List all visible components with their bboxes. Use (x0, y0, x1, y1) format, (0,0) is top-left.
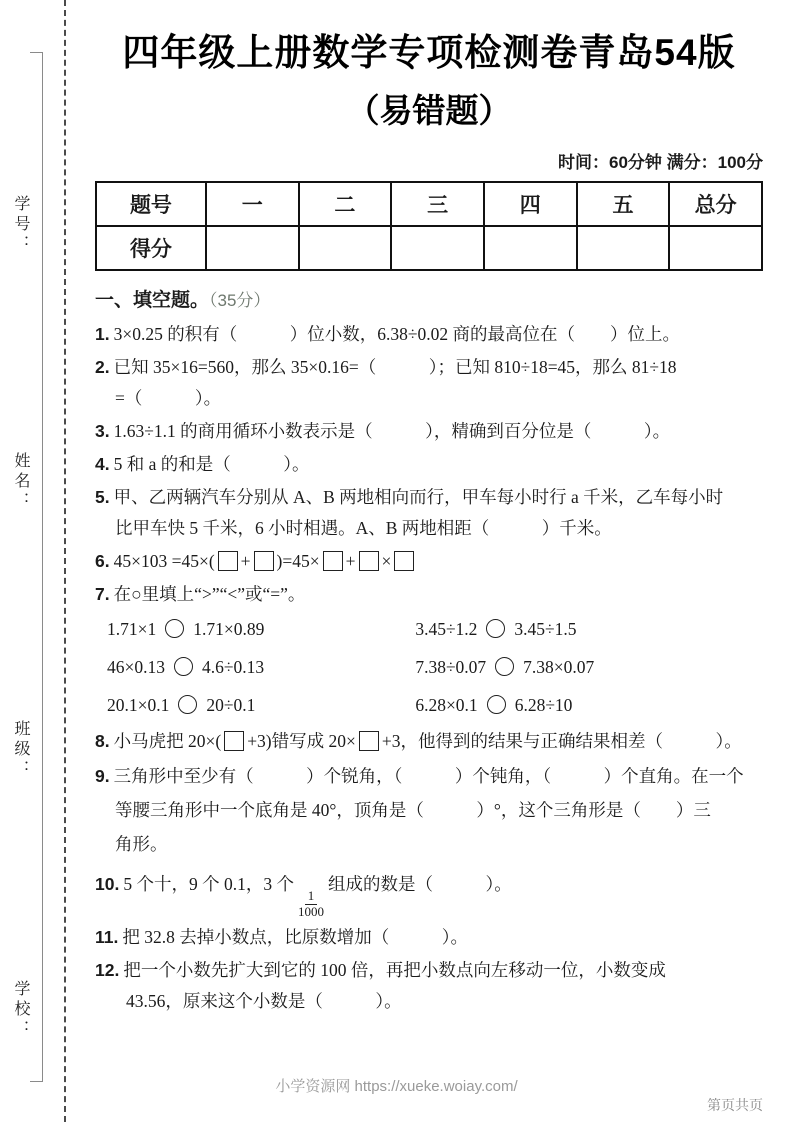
question-7 (95, 579, 763, 724)
question-text: 把 32.8 去掉小数点，比原数增加（ ）。 (122, 926, 468, 947)
score-table-score-row (96, 226, 762, 270)
score-cell (669, 226, 762, 270)
blank-box (254, 551, 274, 571)
question-text: 三角形中至少有（ ）个锐角，（ ）个钝角，（ ）个直角。在一个 (113, 766, 744, 786)
question-number: 10. (95, 874, 120, 894)
comparison-right: 6.28÷10 (514, 695, 573, 715)
blank-box (224, 731, 244, 751)
question-text: 在○里填上“>”“<”或“=”。 (113, 584, 306, 604)
question-text: 45×103 =45×( (113, 551, 215, 571)
question-5 (95, 482, 763, 544)
page-title: 四年级上册数学专项检测卷青岛54版 (122, 32, 736, 73)
comparison-item (107, 686, 415, 724)
question-number: 7. (95, 584, 110, 604)
comparison-left: 20.1×0.1 (107, 695, 170, 715)
score-cell (577, 226, 670, 270)
score-cell (391, 226, 484, 270)
blank-box (394, 551, 414, 571)
score-table-header-row (96, 182, 762, 226)
blank-box (359, 551, 379, 571)
comparison-right: 4.6÷0.13 (202, 657, 265, 677)
question-text: 5 个十，9 个 0.1，3 个 (123, 874, 294, 894)
question-text: 组成的数是（ ）。 (327, 874, 512, 894)
comparison-right: 3.45÷1.5 (514, 619, 577, 639)
footer-site-link[interactable]: 小学资源网 https://xueke.woiay.com/ (275, 1078, 518, 1095)
score-table-col-3: 三 (391, 182, 484, 226)
question-text: +3)错写成 20× (247, 731, 356, 751)
question-text: =（ ）。 (115, 388, 222, 408)
comparison-left: 3.45÷1.2 (415, 619, 478, 639)
comparison-left: 1.71×1 (107, 619, 157, 639)
question-number: 12. (95, 959, 120, 980)
comparison-item (107, 610, 415, 648)
score-row-label: 得分 (96, 226, 206, 270)
question-number: 11. (95, 926, 119, 947)
comparison-right: 7.38×0.07 (523, 657, 595, 677)
class-label: 班级： (12, 720, 29, 780)
question-text: )=45× (276, 551, 320, 571)
student-name-label: 姓名： (12, 452, 29, 512)
score-table (95, 181, 763, 271)
comparison-left: 6.28×0.1 (415, 695, 478, 715)
question-text: × (381, 551, 392, 571)
question-text: 5 和 a 的和是（ ）。 (113, 454, 310, 474)
page-subtitle: （易错题） (346, 92, 512, 129)
score-cell (206, 226, 299, 270)
comparison-circle (165, 619, 184, 638)
question-8 (95, 726, 763, 757)
comparison-grid (95, 610, 763, 724)
question-10 (95, 863, 763, 920)
score-table-col-5: 五 (577, 182, 670, 226)
question-text: 比甲车快 5 千米，6 小时相遇。A、B 两地相距（ ）千米。 (115, 518, 612, 538)
comparison-item (107, 648, 415, 686)
section-points: （35分） (209, 291, 271, 310)
question-4 (95, 449, 763, 480)
blank-box (359, 731, 379, 751)
comparison-right: 20÷0.1 (206, 695, 256, 715)
question-9 (95, 759, 763, 861)
question-text: 甲、乙两辆汽车分别从 A、B 两地相向而行，甲车每小时行 a 千米，乙车每小时 (113, 487, 724, 507)
question-text: +3，他得到的结果与正确结果相差（ ）。 (381, 731, 742, 751)
student-id-label: 学号： (12, 195, 29, 255)
comparison-right: 1.71×0.89 (193, 619, 265, 639)
blank-box (323, 551, 343, 571)
question-number: 1. (95, 324, 110, 344)
score-table-col-total: 总分 (669, 182, 762, 226)
score-table-col-1: 一 (206, 182, 299, 226)
question-text: + (240, 551, 251, 571)
question-number: 3. (95, 421, 110, 441)
school-label: 学校： (12, 980, 29, 1040)
exam-content (95, 22, 763, 1019)
score-table-col-label: 题号 (96, 182, 206, 226)
question-number: 9. (95, 766, 110, 786)
blank-box (218, 551, 238, 571)
score-table-col-2: 二 (299, 182, 392, 226)
question-text: 小马虎把 20×( (113, 731, 222, 751)
question-text: 已知 35×16=560，那么 35×0.16=（ ）；已知 810÷18=45，那么 81÷18 (113, 357, 677, 377)
score-cell (484, 226, 577, 270)
comparison-circle (487, 695, 506, 714)
question-11 (95, 922, 763, 953)
question-text: 43.56，原来这个小数是（ ）。 (126, 990, 402, 1011)
question-text: 1.63÷1.1 的商用循环小数表示是（ ），精确到百分位是（ ）。 (113, 421, 671, 441)
question-number: 8. (95, 731, 110, 751)
question-number: 4. (95, 454, 110, 474)
seal-dashed-line (64, 0, 66, 1122)
comparison-circle (486, 619, 505, 638)
question-6 (95, 546, 763, 577)
comparison-left: 7.38÷0.07 (415, 657, 487, 677)
page-number-label: 第页共页 (707, 1099, 763, 1114)
section-title (95, 285, 763, 312)
question-1 (95, 319, 763, 350)
comparison-item (415, 610, 763, 648)
question-text: 角形。 (115, 834, 168, 854)
exam-meta: 时间：60分钟 满分：100分 (558, 153, 763, 172)
score-table-col-4: 四 (484, 182, 577, 226)
question-text: 等腰三角形中一个底角是 40°，顶角是（ ）°，这个三角形是（ ）三 (115, 800, 711, 820)
question-number: 5. (95, 487, 110, 507)
question-12 (95, 955, 763, 1017)
question-text: 3×0.25 的积有（ ）位小数，6.38÷0.02 商的最高位在（ ）位上。 (113, 324, 680, 344)
question-2 (95, 352, 763, 414)
question-number: 2. (95, 357, 110, 377)
question-3 (95, 416, 763, 447)
question-text: + (345, 551, 356, 571)
comparison-circle (178, 695, 197, 714)
comparison-circle (495, 657, 514, 676)
comparison-item (415, 648, 763, 686)
fraction-numerator: 1 (305, 889, 318, 905)
section-title-text: 一、填空题。 (95, 290, 210, 311)
comparison-item (415, 686, 763, 724)
comparison-circle (174, 657, 193, 676)
question-text: 把一个小数先扩大到它的 100 倍，再把小数点向左移动一位，小数变成 (123, 959, 666, 980)
question-number: 6. (95, 551, 110, 571)
fraction-denominator: 1000 (297, 903, 324, 919)
fraction (297, 889, 325, 920)
comparison-left: 46×0.13 (107, 657, 165, 677)
score-cell (299, 226, 392, 270)
